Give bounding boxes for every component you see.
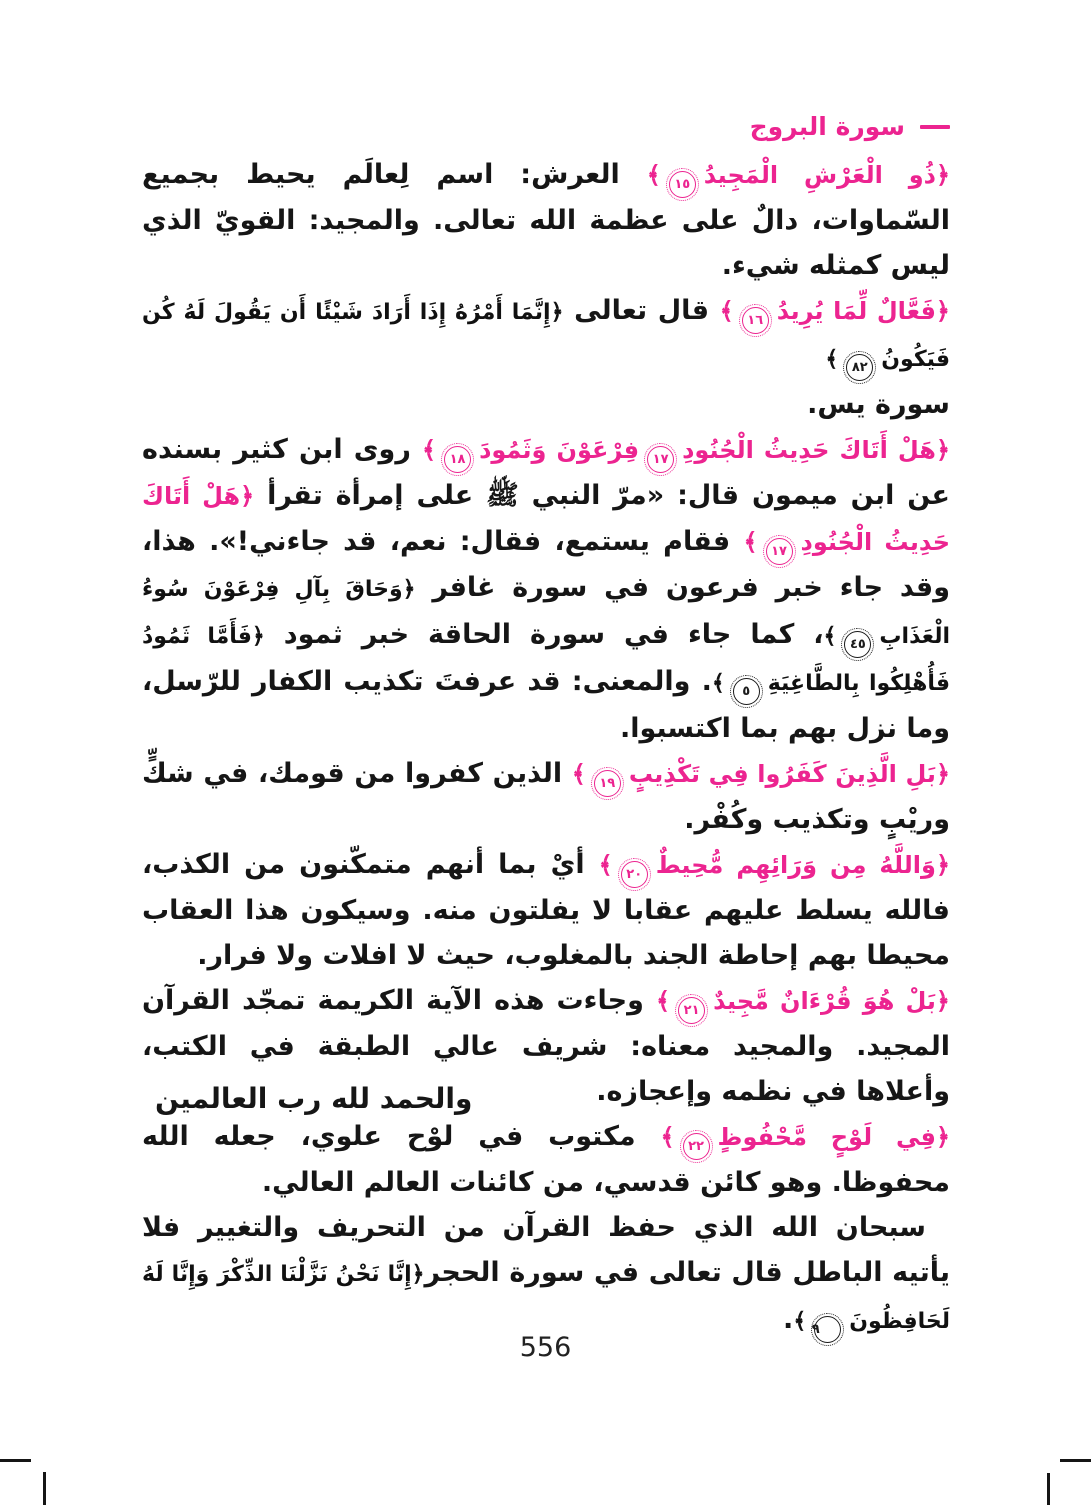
quran-quote-pink: ﴾: [656, 987, 671, 1015]
quran-quote-pink: ﴾: [660, 1123, 675, 1151]
paragraph-verse-16: [142, 288, 950, 382]
quran-quote-pink: ﴿فِي لَوْحٍ مَّحْفُوظٍ: [717, 1123, 950, 1151]
body-run: العرش: اسم لِعالَم يحيط بجميع السّماوات، دالٌ على عظمة الله تعالى. والمجيد: القويّ الذي ليس كمثله شيء.: [142, 159, 950, 281]
closing-hamd-line: والحمد لله رب العالمين: [155, 1082, 473, 1115]
verse-number-medallion-pink: ١٥: [669, 171, 696, 198]
paragraph-tasbih: [142, 1205, 950, 1344]
verse-number-medallion-pink: ١٨: [444, 446, 471, 473]
paragraph-verse-20: [142, 842, 950, 978]
crop-mark-bottom-left-vertical: [43, 1472, 46, 1505]
line-surah-yasin: [142, 382, 950, 427]
verse-number-medallion-black: ٨٢: [846, 354, 873, 381]
quran-quote-black: ﴿وَحَاقَ بِآلِ فِرْعَوْنَ سُوءُ الْعَذَابِ: [142, 577, 950, 649]
page-header: [750, 112, 950, 141]
quran-quote-pink: ﴿هَلْ أَتَاكَ حَدِيثُ الْجُنُودِ: [142, 482, 950, 556]
quran-quote-black: ﴿إِنَّمَا أَمْرُهُ إِذَا أَرَادَ شَيْئًا أَن يَقُولَ لَهُ كُن فَيَكُونُ: [142, 300, 950, 372]
body-run: روى ابن كثير بسنده عن ابن ميمون قال: «مرّ النبي ﷺ على إمرأة تقرأ: [142, 434, 950, 511]
paragraph-verse-15: [142, 152, 950, 288]
verse-number-medallion-pink: ٢٠: [621, 861, 648, 888]
quran-quote-black: ﴿فَأَمَّا ثَمُودُ فَأُهْلِكُوا بِالطَّاغِيَةِ: [142, 624, 950, 696]
header-rule: [920, 125, 950, 129]
crop-mark-bottom-right-horizontal: [1060, 1459, 1091, 1462]
verse-number-medallion-pink: ٢١: [678, 997, 705, 1024]
body-run: سورة يس.: [807, 389, 950, 420]
verse-number-medallion-black: ٩: [814, 1316, 841, 1343]
quran-quote-pink: ﴾: [719, 297, 734, 325]
body-run: فقام يستمع، فقال: نعم، قد جاءني!». هذا، وقد جاء خبر فرعون في سورة غافر: [142, 526, 950, 603]
quran-quote-black: ﴾: [825, 347, 839, 372]
verse-number-medallion-pink: ١٦: [742, 307, 769, 334]
body-run: الذين كفروا من قومك، في شكٍّ وريْبٍ وتكذيب وكُفْر.: [142, 758, 950, 835]
verse-number-medallion-pink: ٢٢: [683, 1133, 710, 1160]
quran-quote-pink: ﴿وَاللَّهُ مِن وَرَائِهِم مُّحِيطٌ: [655, 851, 951, 879]
body-run: أيْ بما أنهم متمكّنون من الكذب، فالله يسلط عليهم عقابا لا يفلتون منه. وسيكون هذا العقاب محيطا بهم إحاطة الجند بالمغلوب، حيث لا افلات ولا فرار.: [142, 849, 950, 971]
crop-mark-bottom-left-horizontal: [0, 1459, 31, 1462]
quran-quote-pink: ﴿فَعَّالٌ لِّمَا يُرِيدُ: [776, 297, 950, 325]
quran-quote-pink: ﴾: [646, 161, 661, 189]
quran-quote-pink: ﴿بَلِ الَّذِينَ كَفَرُوا فِي تَكْذِيبٍ: [628, 760, 951, 788]
quran-quote-pink: ﴾: [422, 436, 437, 464]
quran-quote-black: ﴾: [823, 624, 837, 649]
quran-quote-pink: ﴾: [598, 851, 613, 879]
verse-number-medallion-black: ٥: [733, 678, 760, 705]
verse-number-medallion-black: ٤٥: [844, 631, 871, 658]
paragraph-verse-22: [142, 1114, 950, 1205]
verse-number-medallion-pink: ١٧: [647, 446, 674, 473]
paragraph-verses-17-18: [142, 427, 950, 751]
crop-mark-bottom-right-vertical: [1047, 1473, 1050, 1505]
body-run: سبحان الله الذي حفظ القرآن من التحريف والتغيير فلا يأتيه الباطل قال تعالى في سورة الحجر: [142, 1212, 950, 1288]
quran-quote-black: ﴾: [711, 671, 725, 696]
body-run: وجاءت هذه الآية الكريمة تمجّد القرآن المجيد. والمجيد معناه: شريف عالي الطبقة في الكتب، وأعلاها في نظمه وإعجازه.: [142, 985, 950, 1107]
body-run: مكتوب في لوْح علوي، جعله الله محفوظا. وهو كائن قدسي، من كائنات العالم العالي.: [142, 1121, 950, 1198]
quran-quote-pink: فِرْعَوْنَ وَثَمُودَ: [479, 436, 640, 464]
surah-title: سورة البروج: [749, 112, 905, 141]
paragraph-verse-19: [142, 751, 950, 842]
quran-quote-pink: ﴿هَلْ أَتَاكَ حَدِيثُ الْجُنُودِ: [682, 436, 951, 464]
page-number: 556: [519, 1332, 572, 1363]
verse-number-medallion-pink: ١٩: [594, 770, 621, 797]
quran-quote-pink: ﴿ذُو الْعَرْشِ الْمَجِيدُ: [703, 161, 950, 189]
body-run: .: [783, 1304, 794, 1335]
quran-quote-black: ﴿إِنَّا نَحْنُ نَزَّلْنَا الذِّكْرَ وَإِنَّا لَهُ لَحَافِظُونَ: [142, 1262, 950, 1334]
quran-quote-pink: ﴾: [743, 528, 758, 556]
quran-quote-pink: ﴿بَلْ هُوَ قُرْءَانٌ مَّجِيدٌ: [713, 987, 950, 1015]
body-run: . والمعنى: قد عرفتَ تكذيب الكفار للرّسل، وما نزل بهم بما اكتسبوا.: [142, 666, 950, 744]
verse-number-medallion-pink: ١٧: [766, 538, 793, 565]
body-run: قال تعالى: [563, 295, 720, 326]
body-run: ، كما جاء في سورة الحاقة خبر ثمود: [264, 619, 824, 650]
quran-quote-pink: ﴾: [571, 760, 586, 788]
body-text: [142, 152, 950, 1344]
quran-quote-black: ﴾: [793, 1309, 807, 1334]
